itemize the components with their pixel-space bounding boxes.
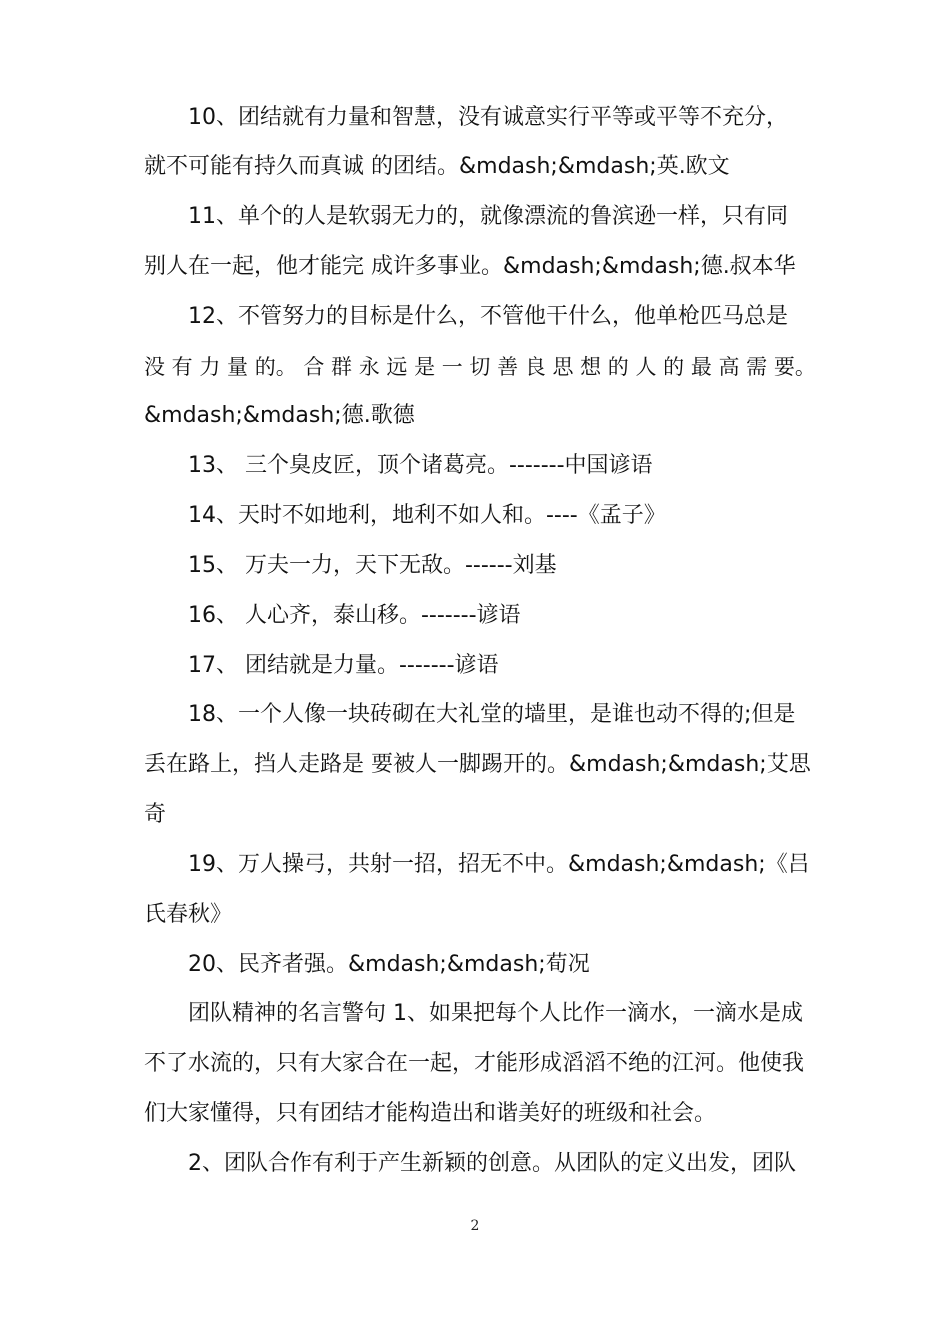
- text-line: 13、 三个臭皮匠，顶个诸葛亮。-------中国谚语: [188, 453, 653, 478]
- text-line: 12、不管努力的目标是什么，不管他干什么，他单枪匹马总是: [188, 304, 788, 329]
- text-line: 氏春秋》: [144, 902, 233, 927]
- text-line: 们大家懂得，只有团结才能构造出和谐美好的班级和社会。: [144, 1101, 717, 1126]
- text-line: 19、万人操弓，共射一招，招无不中。&mdash;&mdash;《吕: [188, 852, 810, 877]
- text-line: 18、一个人像一块砖砌在大礼堂的墙里，是谁也动不得的;但是: [188, 702, 796, 727]
- text-line: 就不可能有持久而真诚 的团结。&mdash;&mdash;英.欧文: [144, 154, 730, 179]
- text-line: 团队精神的名言警句 1、如果把每个人比作一滴水，一滴水是成: [188, 1001, 803, 1026]
- page-number: 2: [470, 1218, 480, 1234]
- text-line: 17、 团结就是力量。-------谚语: [188, 653, 499, 678]
- text-line: 10、团结就有力量和智慧，没有诚意实行平等或平等不充分，: [188, 105, 788, 130]
- text-line: 14、天时不如地利，地利不如人和。----《孟子》: [188, 503, 666, 528]
- text-line: 不了水流的，只有大家合在一起，才能形成滔滔不绝的江河。他使我: [144, 1051, 805, 1076]
- text-line: 11、单个的人是软弱无力的，就像漂流的鲁滨逊一样，只有同: [188, 204, 788, 229]
- text-line: 奇: [144, 802, 167, 827]
- text-line: 2、团队合作有利于产生新颖的创意。从团队的定义出发，团队: [188, 1151, 796, 1176]
- text-line: 别人在一起，他才能完 成许多事业。&mdash;&mdash;德.叔本华: [144, 254, 796, 279]
- text-line: 15、 万夫一力，天下无敌。------刘基: [188, 553, 557, 578]
- text-line: 没 有 力 量 的。 合 群 永 远 是 一 切 善 良 思 想 的 人 的 最 高 需 要。: [144, 355, 816, 379]
- text-line: 20、民齐者强。&mdash;&mdash;荀况: [188, 952, 590, 977]
- text-line: 丢在路上，挡人走路是 要被人一脚踢开的。&mdash;&mdash;艾思: [144, 752, 811, 777]
- text-line: 16、 人心齐，泰山移。-------谚语: [188, 603, 521, 628]
- text-line: &mdash;&mdash;德.歌德: [144, 403, 415, 428]
